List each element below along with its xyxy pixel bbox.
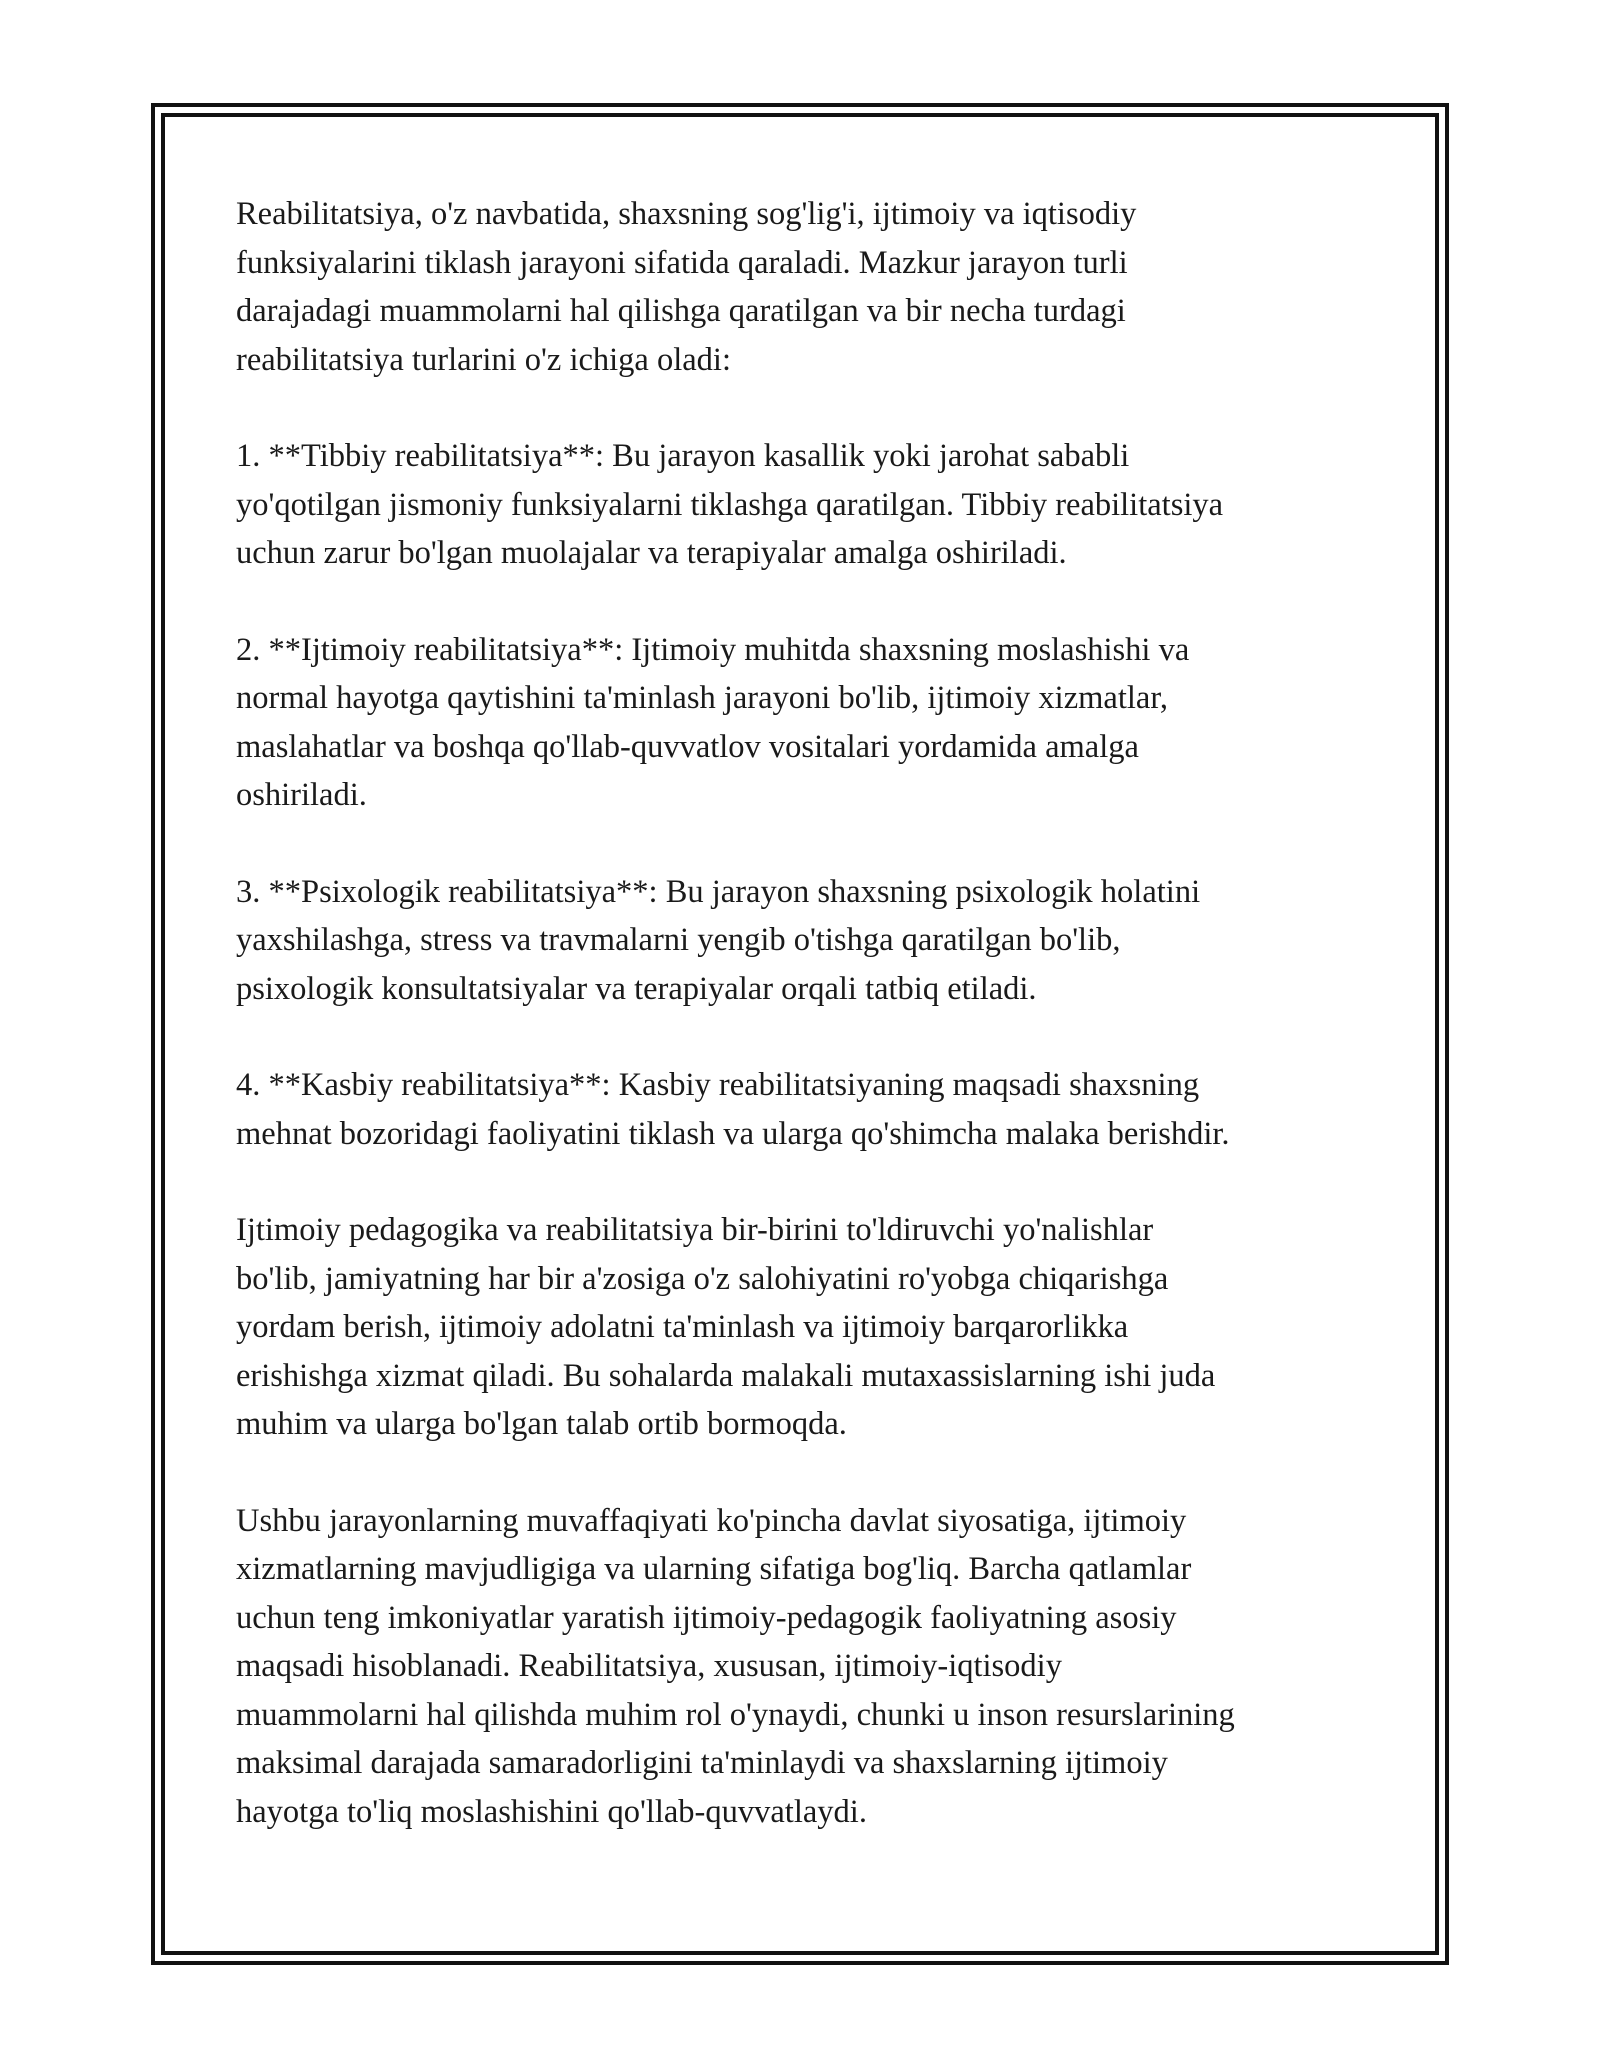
paragraph-social-pedagogy: Ijtimoiy pedagogika va reabilitatsiya bir-birini to'ldiruvchi yo'nalishlar bo'lib, jamiyatning har bir a'zosiga o'z salohiyatini ro'yobga chiqarishga yordam berish, ijtimoiy adolatni ta'minlash va ijtimoiy barqarorlikka erishishga xizmat qiladi. Bu sohalarda malakali mutaxassislarning ishi juda muhim va ularga bo'lgan talab ortib bormoqda. xyxy=(236,1212,1216,1442)
paragraph-item-medical: 1. **Tibbiy reabilitatsiya**: Bu jarayon kasallik yoki jarohat sababli yo'qotilgan jismoniy funksiyalarni tiklashga qaratilgan. Tibbiy reabilitatsiya uchun zarur bo'lgan muolajalar va terapiyalar amalga oshiriladi. xyxy=(236,438,1224,571)
paragraph-item-social: 2. **Ijtimoiy reabilitatsiya**: Ijtimoiy muhitda shaxsning moslashishi va normal hayotga qaytishini ta'minlash jarayoni bo'lib, ijtimoiy xizmatlar, maslahatlar va boshqa qo'llab-quvvatlov vositalari yordamida amalga oshiriladi. xyxy=(236,631,1190,813)
paragraph-item-vocational: 4. **Kasbiy reabilitatsiya**: Kasbiy reabilitatsiyaning maqsadi shaxsning mehnat bozoridagi faoliyatini tiklash va ularga qo'shimcha malaka berishdir. xyxy=(236,1067,1230,1152)
paragraph-conclusion: Ushbu jarayonlarning muvaffaqiyati ko'pincha davlat siyosatiga, ijtimoiy xizmatlarning mavjudligiga va ularning sifatiga bog'liq. Barcha qatlamlar uchun teng imkoniyatlar yaratish ijtimoiy-pedagogik faoliyatning asosiy maqsadi hisoblanadi. Reabilitatsiya, xususan, ijtimoiy-iqtisodiy muammolarni hal qilishda muhim rol o'ynaydi, chunki u inson resurslarining maksimal darajada samaradorligini ta'minlaydi va shaxslarning ijtimoiy hayotga to'liq moslashishini qo'llab-quvvatlaydi. xyxy=(236,1502,1235,1830)
paragraph-item-psychological: 3. **Psixologik reabilitatsiya**: Bu jarayon shaxsning psixologik holatini yaxshilashga, stress va travmalarni yengib o'tishga qaratilgan bo'lib, psixologik konsultatsiyalar va terapiyalar orqali tatbiq etiladi. xyxy=(236,873,1201,1007)
document-body xyxy=(236,190,1366,1836)
paragraph-intro: Reabilitatsiya, o'z navbatida, shaxsning sog'lig'i, ijtimoiy va iqtisodiy funksiyalarini tiklash jarayoni sifatida qaraladi. Mazkur jarayon turli darajadagi muammolarni hal qilishga qaratilgan va bir necha turdagi reabilitatsiya turlarini o'z ichiga oladi: xyxy=(236,196,1137,378)
